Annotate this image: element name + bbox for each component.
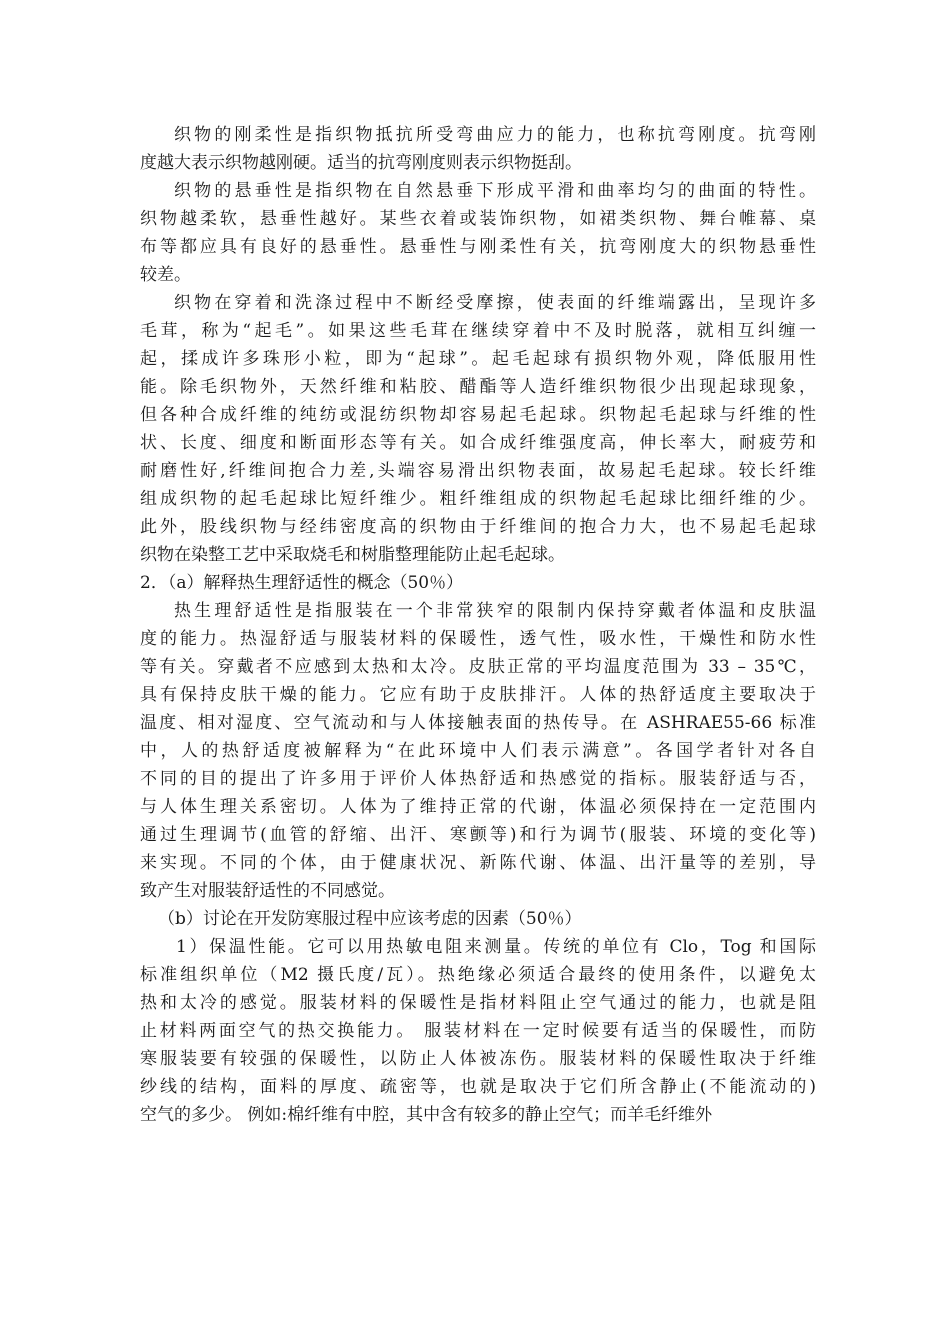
text-line: 较差。 [140, 265, 191, 285]
section-heading-q2b [140, 905, 816, 933]
text-line: 但各种合成纤维的纯纺或混纺织物却容易起毛起球。织物起毛起球与纤维的性 [140, 405, 816, 425]
text-line: 热和太冷的感觉。服装材料的保暖性是指材料阻止空气通过的能力，也就是阻 [140, 993, 816, 1013]
text-line: 具有保持皮肤干燥的能力。它应有助于皮肤排汗。人体的热舒适度主要取决于 [140, 685, 816, 705]
text-line: 寒服装要有较强的保暖性，以防止人体被冻伤。服装材料的保暖性取决于纤维 [140, 1049, 816, 1069]
text-line: 纱线的结构，面料的厚度、疏密等，也就是取决于它们所含静止(不能流动的) [140, 1077, 816, 1097]
text-line: 状、长度、细度和断面形态等有关。如合成纤维强度高，伸长率大，耐疲劳和 [140, 433, 816, 453]
text-line: 度的能力。热湿舒适与服装材料的保暖性，透气性，吸水性，干燥性和防水性 [140, 629, 816, 649]
text-line: 1）保温性能。它可以用热敏电阻来测量。传统的单位有 Clo，Tog 和国际 [176, 937, 816, 957]
text-line: 能。除毛织物外，天然纤维和粘胶、醋酯等人造纤维织物很少出现起球现象， [140, 377, 816, 397]
section-heading-q2a [140, 569, 816, 597]
heading-text: 2．（a）解释热生理舒适性的概念（50％） [140, 573, 464, 593]
text-line: 来实现。不同的个体，由于健康状况、新陈代谢、体温、出汗量等的差别，导 [140, 853, 816, 873]
text-line: 织物的悬垂性是指织物在自然悬垂下形成平滑和曲率均匀的曲面的特性。 [174, 181, 816, 201]
heading-text: （b）讨论在开发防寒服过程中应该考虑的因素（50％） [158, 909, 582, 929]
document-page [140, 121, 816, 1129]
text-line: 织物在染整工艺中采取烧毛和树脂整理能防止起毛起球。 [140, 545, 565, 565]
paragraph-insulation [140, 933, 816, 1129]
paragraph-drape [140, 177, 816, 289]
text-line: 耐磨性好,纤维间抱合力差,头端容易滑出织物表面，故易起毛起球。较长纤维 [140, 461, 816, 481]
paragraph-thermal-comfort [140, 597, 816, 905]
text-line: 热生理舒适性是指服装在一个非常狭窄的限制内保持穿戴者体温和皮肤温 [174, 601, 816, 621]
text-line: 中，人的热舒适度被解释为“在此环境中人们表示满意”。各国学者针对各自 [140, 741, 816, 761]
paragraph-pilling [140, 289, 816, 569]
text-line: 与人体生理关系密切。人体为了维持正常的代谢，体温必须保持在一定范围内 [140, 797, 816, 817]
text-line: 致产生对服装舒适性的不同感觉。 [140, 881, 395, 901]
paragraph-stiffness [140, 121, 816, 177]
text-line: 止材料两面空气的热交换能力。 服装材料在一定时候要有适当的保暖性，而防 [140, 1021, 816, 1041]
text-line: 织物在穿着和洗涤过程中不断经受摩擦，使表面的纤维端露出，呈现许多 [174, 293, 816, 313]
text-line: 通过生理调节(血管的舒缩、出汗、寒颤等)和行为调节(服装、环境的变化等) [140, 825, 816, 845]
text-line: 温度、相对湿度、空气流动和与人体接触表面的热传导。在 ASHRAE55-66 标准 [140, 713, 816, 733]
text-line: 组成织物的起毛起球比短纤维少。粗纤维组成的织物起毛起球比细纤维的少。 [140, 489, 816, 509]
text-line: 空气的多少。 例如:棉纤维有中腔，其中含有较多的静止空气；而羊毛纤维外 [140, 1105, 713, 1125]
text-line: 不同的目的提出了许多用于评价人体热舒适和热感觉的指标。服装舒适与否， [140, 769, 816, 789]
text-line: 毛茸，称为“起毛”。如果这些毛茸在继续穿着中不及时脱落，就相互纠缠一 [140, 321, 816, 341]
text-line: 等有关。穿戴者不应感到太热和太冷。皮肤正常的平均温度范围为 33 – 35℃， [140, 657, 816, 677]
text-line: 度越大表示织物越刚硬。适当的抗弯刚度则表示织物挺刮。 [140, 153, 582, 173]
text-line: 标准组织单位（M2 摄氏度/瓦）。热绝缘必须适合最终的使用条件，以避免太 [140, 965, 816, 985]
text-line: 织物的刚柔性是指织物抵抗所受弯曲应力的能力，也称抗弯刚度。抗弯刚 [174, 125, 816, 145]
text-line: 布等都应具有良好的悬垂性。悬垂性与刚柔性有关，抗弯刚度大的织物悬垂性 [140, 237, 816, 257]
text-line: 起，揉成许多珠形小粒，即为“起球”。起毛起球有损织物外观，降低服用性 [140, 349, 816, 369]
text-line: 织物越柔软，悬垂性越好。某些衣着或装饰织物，如裙类织物、舞台帷幕、桌 [140, 209, 816, 229]
text-line: 此外，股线织物与经纬密度高的织物由于纤维间的抱合力大，也不易起毛起球 [140, 517, 816, 537]
